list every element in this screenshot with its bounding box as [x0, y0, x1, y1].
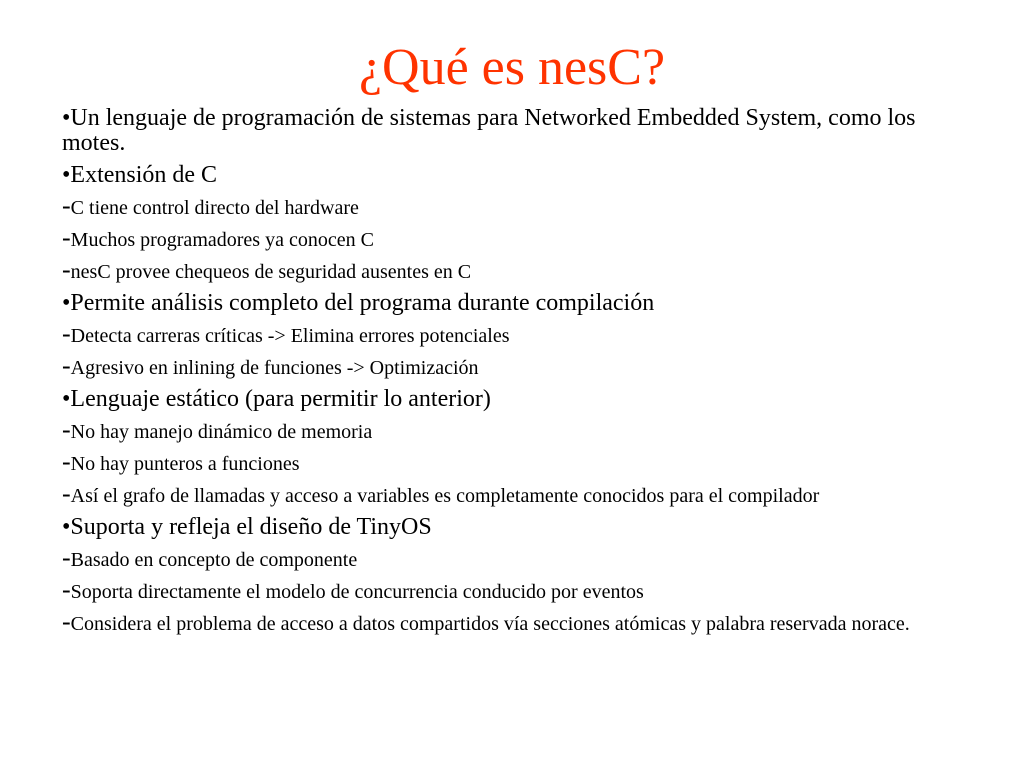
- sub-item-text: Así el grafo de llamadas y acceso a variables es completamente conocidos para el compilador: [70, 485, 820, 507]
- sub-item-text: Agresivo en inlining de funciones -> Optimización: [70, 357, 479, 379]
- bullet-item: [62, 106, 982, 156]
- bullet-text: Permite análisis completo del programa durante compilación: [70, 290, 655, 316]
- slide-title: ¿Qué es nesC?: [358, 39, 666, 96]
- sub-item: [62, 575, 982, 604]
- dash-marker: -: [62, 223, 71, 252]
- sub-item: [62, 543, 982, 572]
- sub-item-text: nesC provee chequeos de seguridad ausentes en C: [70, 261, 472, 283]
- sub-item: [62, 191, 982, 220]
- sub-item-text: No hay manejo dinámico de memoria: [70, 421, 373, 443]
- bullet-text: Lenguaje estático (para permitir lo anterior): [70, 386, 491, 412]
- sub-item-text: C tiene control directo del hardware: [70, 197, 359, 219]
- dash-marker: -: [62, 447, 71, 476]
- dash-marker: -: [62, 543, 71, 572]
- dash-marker: -: [62, 351, 71, 380]
- bullet-item: [62, 291, 982, 316]
- sub-item-text: Basado en concepto de componente: [70, 549, 358, 571]
- sub-item-text: No hay punteros a funciones: [70, 453, 300, 475]
- sub-item: [62, 319, 982, 348]
- sub-item: [62, 255, 982, 284]
- bullet-marker: •: [62, 386, 71, 412]
- bullet-marker: •: [62, 105, 71, 131]
- sub-item: [62, 447, 982, 476]
- dash-marker: -: [62, 575, 71, 604]
- bullet-item: [62, 163, 982, 188]
- dash-marker: -: [62, 607, 71, 636]
- sub-item-text: Detecta carreras críticas -> Elimina errores potenciales: [70, 325, 510, 347]
- sub-item-text: Considera el problema de acceso a datos compartidos vía secciones atómicas y palabra reservada norace.: [70, 613, 910, 635]
- dash-marker: -: [62, 415, 71, 444]
- dash-marker: -: [62, 319, 71, 348]
- bullet-item: [62, 515, 982, 540]
- slide-body: [62, 106, 982, 643]
- sub-item: [62, 223, 982, 252]
- bullet-marker: •: [62, 162, 71, 188]
- bullet-text: Extensión de C: [70, 162, 218, 188]
- bullet-marker: •: [62, 290, 71, 316]
- sub-item-text: Soporta directamente el modelo de concurrencia conducido por eventos: [70, 581, 644, 603]
- bullet-text: Un lenguaje de programación de sistemas para Networked Embedded System, como los motes.: [62, 105, 916, 156]
- sub-item: [62, 607, 982, 636]
- sub-item-text: Muchos programadores ya conocen C: [70, 229, 374, 251]
- dash-marker: -: [62, 479, 71, 508]
- bullet-text: Suporta y refleja el diseño de TinyOS: [70, 514, 432, 540]
- bullet-marker: •: [62, 514, 71, 540]
- sub-item: [62, 415, 982, 444]
- sub-item: [62, 479, 982, 508]
- dash-marker: -: [62, 255, 71, 284]
- sub-item: [62, 351, 982, 380]
- dash-marker: -: [62, 191, 71, 220]
- bullet-item: [62, 387, 982, 412]
